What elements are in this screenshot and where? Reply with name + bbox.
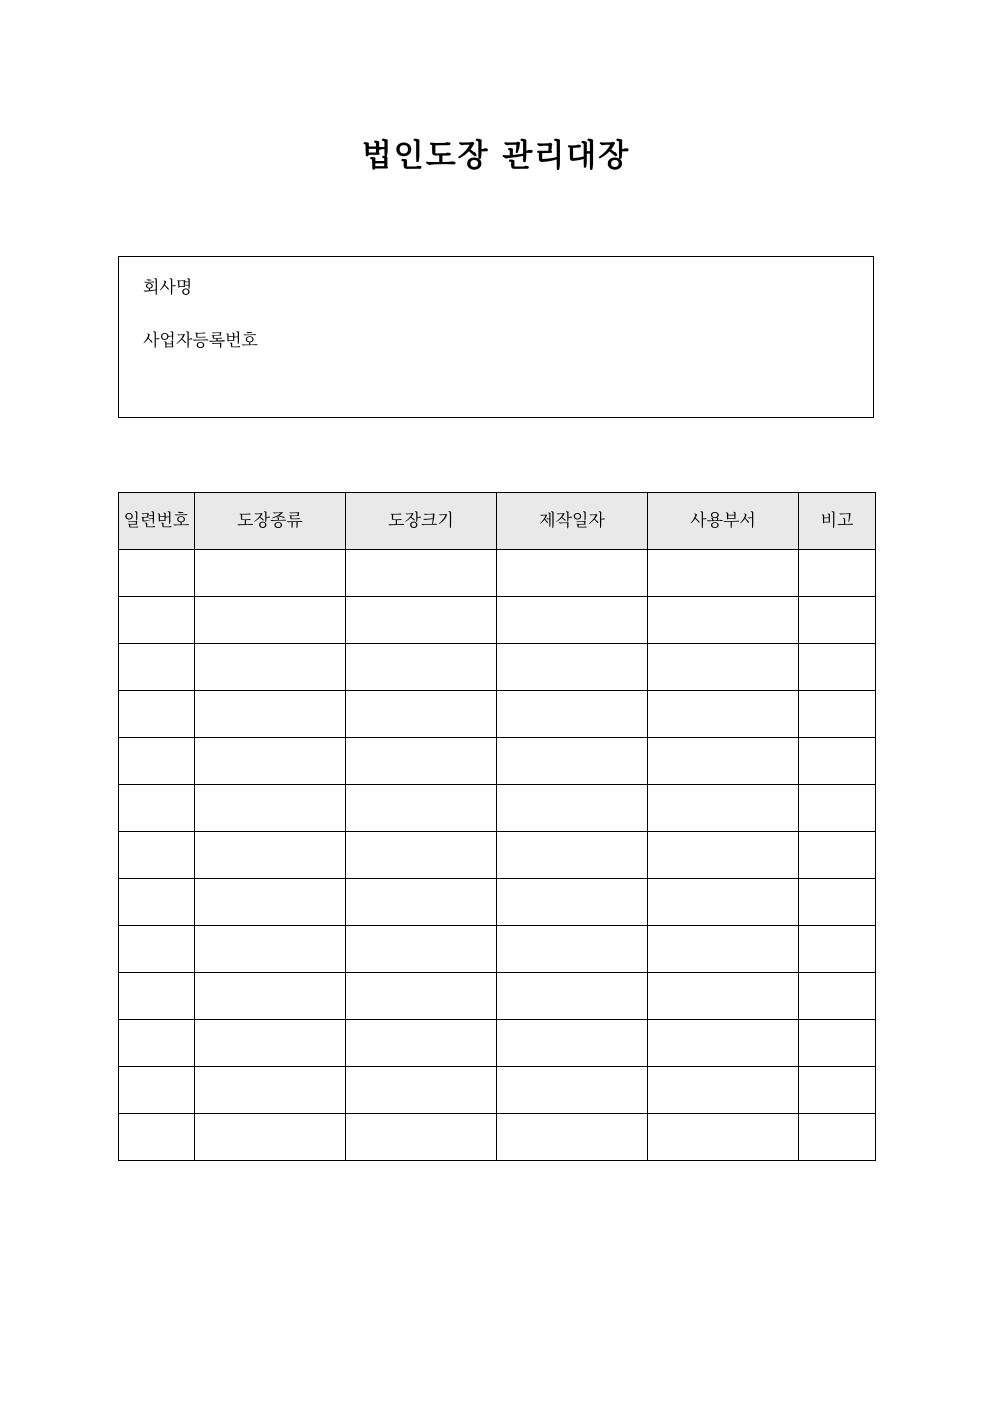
using-department-cell[interactable] <box>648 597 799 644</box>
table-row <box>119 550 876 597</box>
remarks-cell[interactable] <box>799 879 876 926</box>
seal-type-cell[interactable] <box>195 550 346 597</box>
using-department-cell[interactable] <box>648 832 799 879</box>
seal-size-cell[interactable] <box>346 550 497 597</box>
remarks-cell[interactable] <box>799 785 876 832</box>
serial-number-cell[interactable] <box>119 1020 195 1067</box>
production-date-cell[interactable] <box>497 785 648 832</box>
production-date-cell[interactable] <box>497 1067 648 1114</box>
using-department-cell[interactable] <box>648 1067 799 1114</box>
serial-number-cell[interactable] <box>119 785 195 832</box>
production-date-cell[interactable] <box>497 879 648 926</box>
seal-register-table <box>118 492 876 1161</box>
table-row <box>119 738 876 785</box>
seal-size-cell[interactable] <box>346 785 497 832</box>
seal-type-cell[interactable] <box>195 691 346 738</box>
seal-size-cell[interactable] <box>346 1067 497 1114</box>
remarks-cell[interactable] <box>799 832 876 879</box>
table-row <box>119 597 876 644</box>
remarks-cell[interactable] <box>799 1020 876 1067</box>
remarks-cell[interactable] <box>799 691 876 738</box>
seal-size-cell[interactable] <box>346 738 497 785</box>
serial-number-cell[interactable] <box>119 832 195 879</box>
remarks-cell[interactable] <box>799 973 876 1020</box>
table-row <box>119 973 876 1020</box>
header-seal-type: 도장종류 <box>195 493 346 550</box>
table-row <box>119 644 876 691</box>
production-date-cell[interactable] <box>497 1020 648 1067</box>
using-department-cell[interactable] <box>648 1114 799 1161</box>
serial-number-cell[interactable] <box>119 644 195 691</box>
production-date-cell[interactable] <box>497 550 648 597</box>
remarks-cell[interactable] <box>799 926 876 973</box>
seal-size-cell[interactable] <box>346 644 497 691</box>
page-title: 법인도장 관리대장 <box>361 138 631 174</box>
seal-size-cell[interactable] <box>346 832 497 879</box>
remarks-cell[interactable] <box>799 738 876 785</box>
table-row <box>119 832 876 879</box>
table-row <box>119 691 876 738</box>
header-seal-size: 도장크기 <box>346 493 497 550</box>
business-number-label: 사업자등록번호 <box>143 331 258 351</box>
serial-number-cell[interactable] <box>119 691 195 738</box>
company-info-box <box>118 256 874 418</box>
production-date-cell[interactable] <box>497 926 648 973</box>
seal-type-cell[interactable] <box>195 1020 346 1067</box>
seal-type-cell[interactable] <box>195 597 346 644</box>
remarks-cell[interactable] <box>799 550 876 597</box>
remarks-cell[interactable] <box>799 1067 876 1114</box>
table-row <box>119 785 876 832</box>
production-date-cell[interactable] <box>497 597 648 644</box>
seal-size-cell[interactable] <box>346 1020 497 1067</box>
seal-type-cell[interactable] <box>195 738 346 785</box>
seal-size-cell[interactable] <box>346 1114 497 1161</box>
using-department-cell[interactable] <box>648 926 799 973</box>
remarks-cell[interactable] <box>799 1114 876 1161</box>
using-department-cell[interactable] <box>648 738 799 785</box>
seal-type-cell[interactable] <box>195 1114 346 1161</box>
using-department-cell[interactable] <box>648 879 799 926</box>
table-row <box>119 879 876 926</box>
production-date-cell[interactable] <box>497 644 648 691</box>
seal-size-cell[interactable] <box>346 597 497 644</box>
seal-size-cell[interactable] <box>346 973 497 1020</box>
seal-size-cell[interactable] <box>346 691 497 738</box>
remarks-cell[interactable] <box>799 597 876 644</box>
production-date-cell[interactable] <box>497 691 648 738</box>
header-serial-number: 일련번호 <box>119 493 195 550</box>
header-using-department: 사용부서 <box>648 493 799 550</box>
serial-number-cell[interactable] <box>119 1114 195 1161</box>
header-production-date: 제작일자 <box>497 493 648 550</box>
using-department-cell[interactable] <box>648 644 799 691</box>
table-row <box>119 1114 876 1161</box>
seal-type-cell[interactable] <box>195 785 346 832</box>
seal-size-cell[interactable] <box>346 879 497 926</box>
seal-size-cell[interactable] <box>346 926 497 973</box>
table-row <box>119 926 876 973</box>
seal-type-cell[interactable] <box>195 879 346 926</box>
production-date-cell[interactable] <box>497 738 648 785</box>
seal-type-cell[interactable] <box>195 926 346 973</box>
serial-number-cell[interactable] <box>119 550 195 597</box>
table-header-row <box>119 493 876 550</box>
table-row <box>119 1020 876 1067</box>
serial-number-cell[interactable] <box>119 973 195 1020</box>
using-department-cell[interactable] <box>648 785 799 832</box>
table-row <box>119 1067 876 1114</box>
seal-type-cell[interactable] <box>195 1067 346 1114</box>
using-department-cell[interactable] <box>648 973 799 1020</box>
seal-type-cell[interactable] <box>195 973 346 1020</box>
using-department-cell[interactable] <box>648 1020 799 1067</box>
production-date-cell[interactable] <box>497 973 648 1020</box>
serial-number-cell[interactable] <box>119 879 195 926</box>
remarks-cell[interactable] <box>799 644 876 691</box>
company-name-label: 회사명 <box>143 278 193 298</box>
table-body <box>119 550 876 1161</box>
seal-type-cell[interactable] <box>195 644 346 691</box>
serial-number-cell[interactable] <box>119 738 195 785</box>
serial-number-cell[interactable] <box>119 1067 195 1114</box>
production-date-cell[interactable] <box>497 832 648 879</box>
serial-number-cell[interactable] <box>119 597 195 644</box>
seal-type-cell[interactable] <box>195 832 346 879</box>
production-date-cell[interactable] <box>497 1114 648 1161</box>
using-department-cell[interactable] <box>648 691 799 738</box>
serial-number-cell[interactable] <box>119 926 195 973</box>
header-remarks: 비고 <box>799 493 876 550</box>
using-department-cell[interactable] <box>648 550 799 597</box>
